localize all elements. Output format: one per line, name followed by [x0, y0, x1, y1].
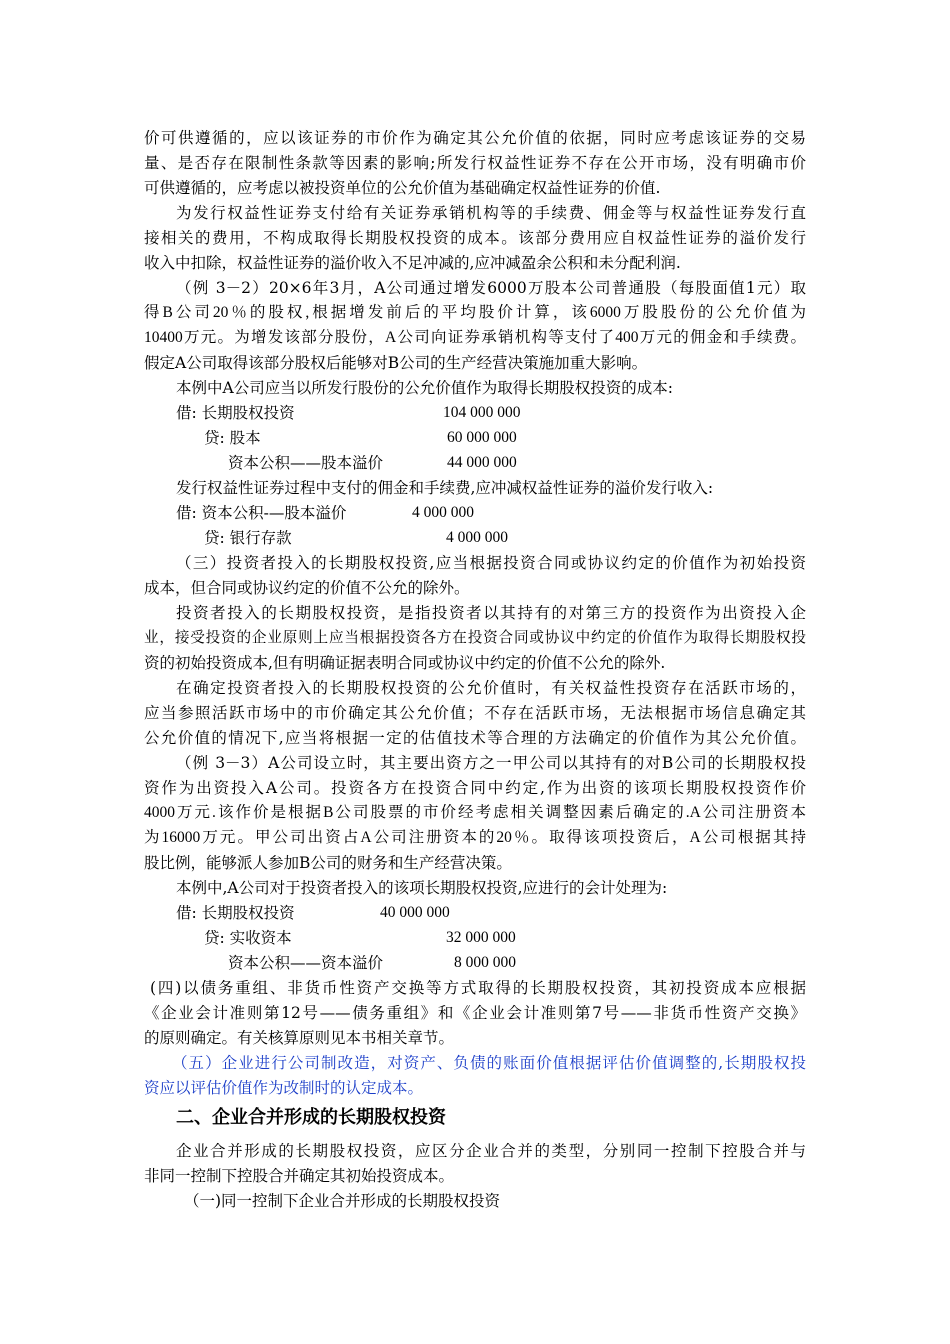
journal-amount: 32 000 000	[446, 929, 516, 946]
example-heading-line: （例 3－2）20×6年3月，A公司通过增发6000万股本公司普通股（每股面值1元）取	[176, 279, 806, 297]
journal-account: 借: 长期股权投资	[176, 904, 295, 922]
text-line: 公允价值的情况下,应当将根据一定的估值技术等合理的方法确定的价值作为其公允价值。	[144, 729, 806, 747]
journal-account: 贷: 股本	[204, 429, 261, 447]
journal-account: 借: 长期股权投资	[176, 404, 295, 422]
text-line: 在确定投资者投入的长期股权投资的公允价值时，有关权益性投资存在活跃市场的，	[176, 679, 806, 697]
text-line: 4000万元.该作价是根据B公司股票的市价经考虑相关调整因素后确定的.A公司注册资本	[144, 804, 806, 821]
text-line: 业，接受投资的企业原则上应当根据投资各方在投资合同或协议中约定的价值作为取得长期股权投	[144, 629, 806, 646]
text-line: 的原则确定。有关核算原则见本书相关章节。	[144, 1029, 455, 1047]
journal-account: 贷: 银行存款	[204, 529, 292, 547]
journal-amount: 40 000 000	[380, 904, 450, 921]
text-line: 得B公司20％的股权,根据增发前后的平均股价计算，该6000万股股份的公允价值为	[144, 304, 806, 321]
text-line: 股比例，能够派人参加B公司的财务和生产经营决策。	[144, 854, 512, 872]
journal-account: 资本公积——资本溢价	[228, 954, 384, 972]
text-line: 接相关的费用，不构成取得长期股权投资的成本。该部分费用应自权益性证券的溢价发行	[144, 229, 806, 247]
journal-account: 资本公积——股本溢价	[228, 454, 384, 472]
text-line: 投资者投入的长期股权投资，是指投资者以其持有的对第三方的投资作为出资投入企	[176, 604, 806, 622]
text-line: 应当参照活跃市场中的市价确定其公允价值；不存在活跃市场，无法根据市场信息确定其	[144, 704, 806, 722]
journal-account: 借: 资本公积-—股本溢价	[176, 504, 347, 522]
text-line: 量、是否存在限制性条款等因素的影响;所发行权益性证券不存在公开市场，没有明确市价	[144, 154, 806, 172]
journal-amount: 4 000 000	[412, 504, 474, 521]
text-line: （三）投资者投入的长期股权投资,应当根据投资合同或协议约定的价值作为初始投资	[176, 554, 806, 572]
text-line: 成本，但合同或协议约定的价值不公允的除外。	[144, 579, 470, 597]
text-line: 10400万元。为增发该部分股份，A公司向证券承销机构等支付了400万元的佣金和手续费。	[144, 329, 806, 346]
text-line: 企业合并形成的长期股权投资，应区分企业合并的类型，分别同一控制下控股合并与	[176, 1142, 806, 1160]
journal-amount: 4 000 000	[446, 529, 508, 546]
example-heading-line: （例 3－3）A公司设立时，其主要出资方之一甲公司以其持有的对B公司的长期股权投	[176, 754, 806, 772]
text-line: 收入中扣除，权益性证券的溢价收入不足冲减的,应冲减盈余公积和未分配利润.	[144, 254, 681, 272]
journal-account: 贷: 实收资本	[204, 929, 292, 947]
text-line: 发行权益性证券过程中支付的佣金和手续费,应冲减权益性证券的溢价发行收入:	[176, 479, 714, 497]
text-line: 资作为出资投入A公司。投资各方在投资合同中约定,作为出资的该项长期股权投资作价	[144, 779, 806, 797]
journal-amount: 104 000 000	[443, 404, 521, 421]
journal-amount: 60 000 000	[447, 429, 517, 446]
text-line: 可供遵循的，应考虑以被投资单位的公允价值为基础确定权益性证券的价值.	[144, 179, 661, 197]
text-line: 假定A公司取得该部分股权后能够对B公司的生产经营决策施加重大影响。	[144, 354, 648, 372]
text-line: (四)以债务重组、非货币性资产交换等方式取得的长期股权投资，其初投资成本应根据	[150, 979, 806, 997]
text-line: 《企业会计准则第12号——债务重组》和《企业会计准则第7号——非货币性资产交换》	[144, 1004, 806, 1022]
section-heading: 二、企业合并形成的长期股权投资	[176, 1107, 446, 1128]
journal-amount: 44 000 000	[447, 454, 517, 471]
text-line: 价可供遵循的，应以该证券的市价作为确定其公允价值的依据，同时应考虑该证券的交易	[144, 129, 806, 147]
text-line: 本例中,A公司对于投资者投入的该项长期股权投资,应进行的会计处理为:	[176, 879, 668, 897]
text-line: 资的初始投资成本,但有明确证据表明合同或协议中约定的价值不公允的除外.	[144, 654, 666, 672]
highlighted-line: （五）企业进行公司制改造，对资产、负债的账面价值根据评估价值调整的,长期股权投	[172, 1054, 806, 1072]
text-line: 为16000万元。甲公司出资占A公司注册资本的20％。取得该项投资后，A公司根据其持	[144, 829, 806, 846]
journal-amount: 8 000 000	[454, 954, 516, 971]
text-line: 非同一控制下控股合并确定其初始投资成本。	[144, 1167, 455, 1185]
text-line: 为发行权益性证券支付给有关证券承销机构等的手续费、佣金等与权益性证券发行直	[176, 204, 806, 222]
subsection-heading: （一)同一控制下企业合并形成的长期股权投资	[184, 1192, 501, 1210]
highlighted-line: 资应以评估价值作为改制时的认定成本。	[144, 1079, 424, 1097]
text-line: 本例中A公司应当以所发行股份的公允价值作为取得长期股权投资的成本:	[176, 379, 673, 397]
